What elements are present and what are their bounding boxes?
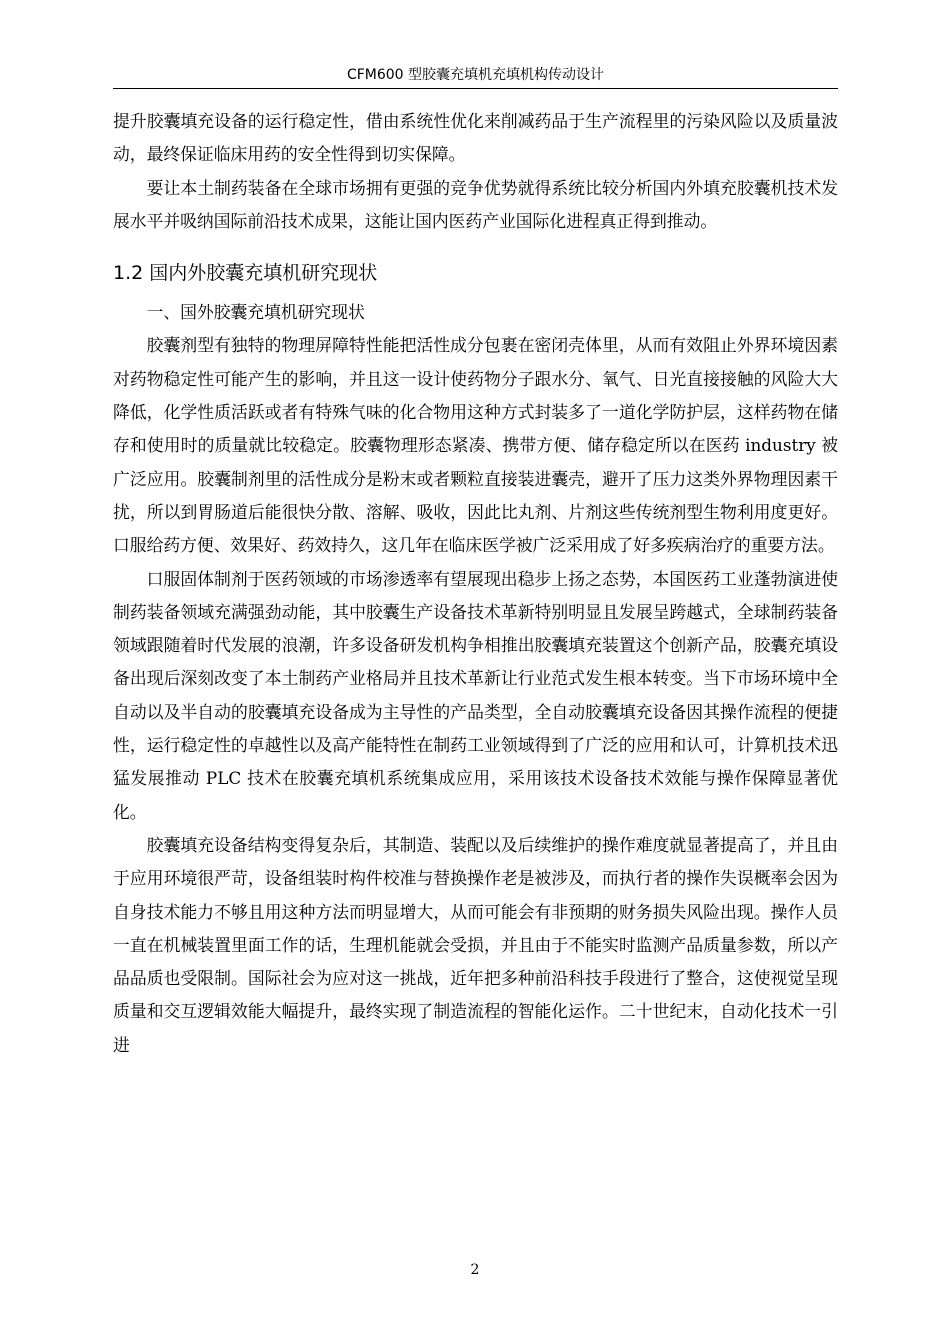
header-rule [113,88,838,89]
subheading: 一、国外胶囊充填机研究现状 [146,302,365,323]
section-heading: 1.2 国内外胶囊充填机研究现状 [113,262,378,285]
body-text [113,105,838,1062]
paragraph-continued: 提升胶囊填充设备的运行稳定性，借由系统性优化来削减药品于生产流程里的污染风险以及质量波动，最终保证临床用药的安全性得到切实保障。 [113,111,838,165]
paragraph-4: 口服固体制剂于医药领域的市场渗透率有望展现出稳步上扬之态势，本国医药工业蓬勃演进使制药装备领域充满强劲动能，其中胶囊生产设备技术革新特别明显且发展呈跨越式，全球制药装备领域跟随着时代发展的浪潮，许多设备研发机构争相推出胶囊填充装置这个创新产品，胶囊充填设备出现后深刻改变了本土制药产业格局并且技术革新让行业范式发生根本转变。当下市场环境中全自动以及半自动的胶囊填充设备成为主导性的产品类型，全自动胶囊填充设备因其操作流程的便捷性，运行稳定性的卓越性以及高产能特性在制药工业领域得到了广泛的应用和认可，计算机技术迅猛发展推动 PLC 技术在胶囊充填机系统集成应用，采用该技术设备技术效能与操作保障显著优化。 [113,568,838,822]
paragraph-3: 胶囊剂型有独特的物理屏障特性能把活性成分包裹在密闭壳体里，从而有效阻止外界环境因素对药物稳定性可能产生的影响，并且这一设计使药物分子跟水分、氧气、日光直接接触的风险大大降低，化学性质活跃或者有特殊气味的化合物用这种方式封装多了一道化学防护层，这样药物在储存和使用时的质量就比较稳定。胶囊物理形态紧凑、携带方便、储存稳定所以在医药 industry 被广泛应用。胶囊制剂里的活性成分是粉末或者颗粒直接装进囊壳，避开了压力这类外界物理因素干扰，所以到胃肠道后能很快分散、溶解、吸收，因此比丸剂、片剂这些传统剂型生物利用度更好。口服给药方便、效果好、药效持久，这几年在临床医学被广泛采用成了好多疾病治疗的重要方法。 [113,335,838,556]
paragraph-5: 胶囊填充设备结构变得复杂后，其制造、装配以及后续维护的操作难度就显著提高了，并且由于应用环境很严苛，设备组装时构件校准与替换操作老是被涉及，而执行者的操作失误概率会因为自身技术能力不够且用这种方法而明显增大，从而可能会有非预期的财务损失风险出现。操作人员一直在机械装置里面工作的话，生理机能就会受损，并且由于不能实时监测产品质量参数，所以产品品质也受限制。国际社会为应对这一挑战，近年把多种前沿科技手段进行了整合，这使视觉呈现质量和交互逻辑效能大幅提升，最终实现了制造流程的智能化运作。二十世纪末，自动化技术一引进 [113,834,838,1055]
page-number: 2 [470,1262,480,1278]
paragraph-2: 要让本土制药装备在全球市场拥有更强的竞争优势就得系统比较分析国内外填充胶囊机技术发展水平并吸纳国际前沿技术成果，这能让国内医药产业国际化进程真正得到推动。 [113,177,838,231]
running-header: CFM600 型胶囊充填机充填机构传动设计 [346,67,605,83]
